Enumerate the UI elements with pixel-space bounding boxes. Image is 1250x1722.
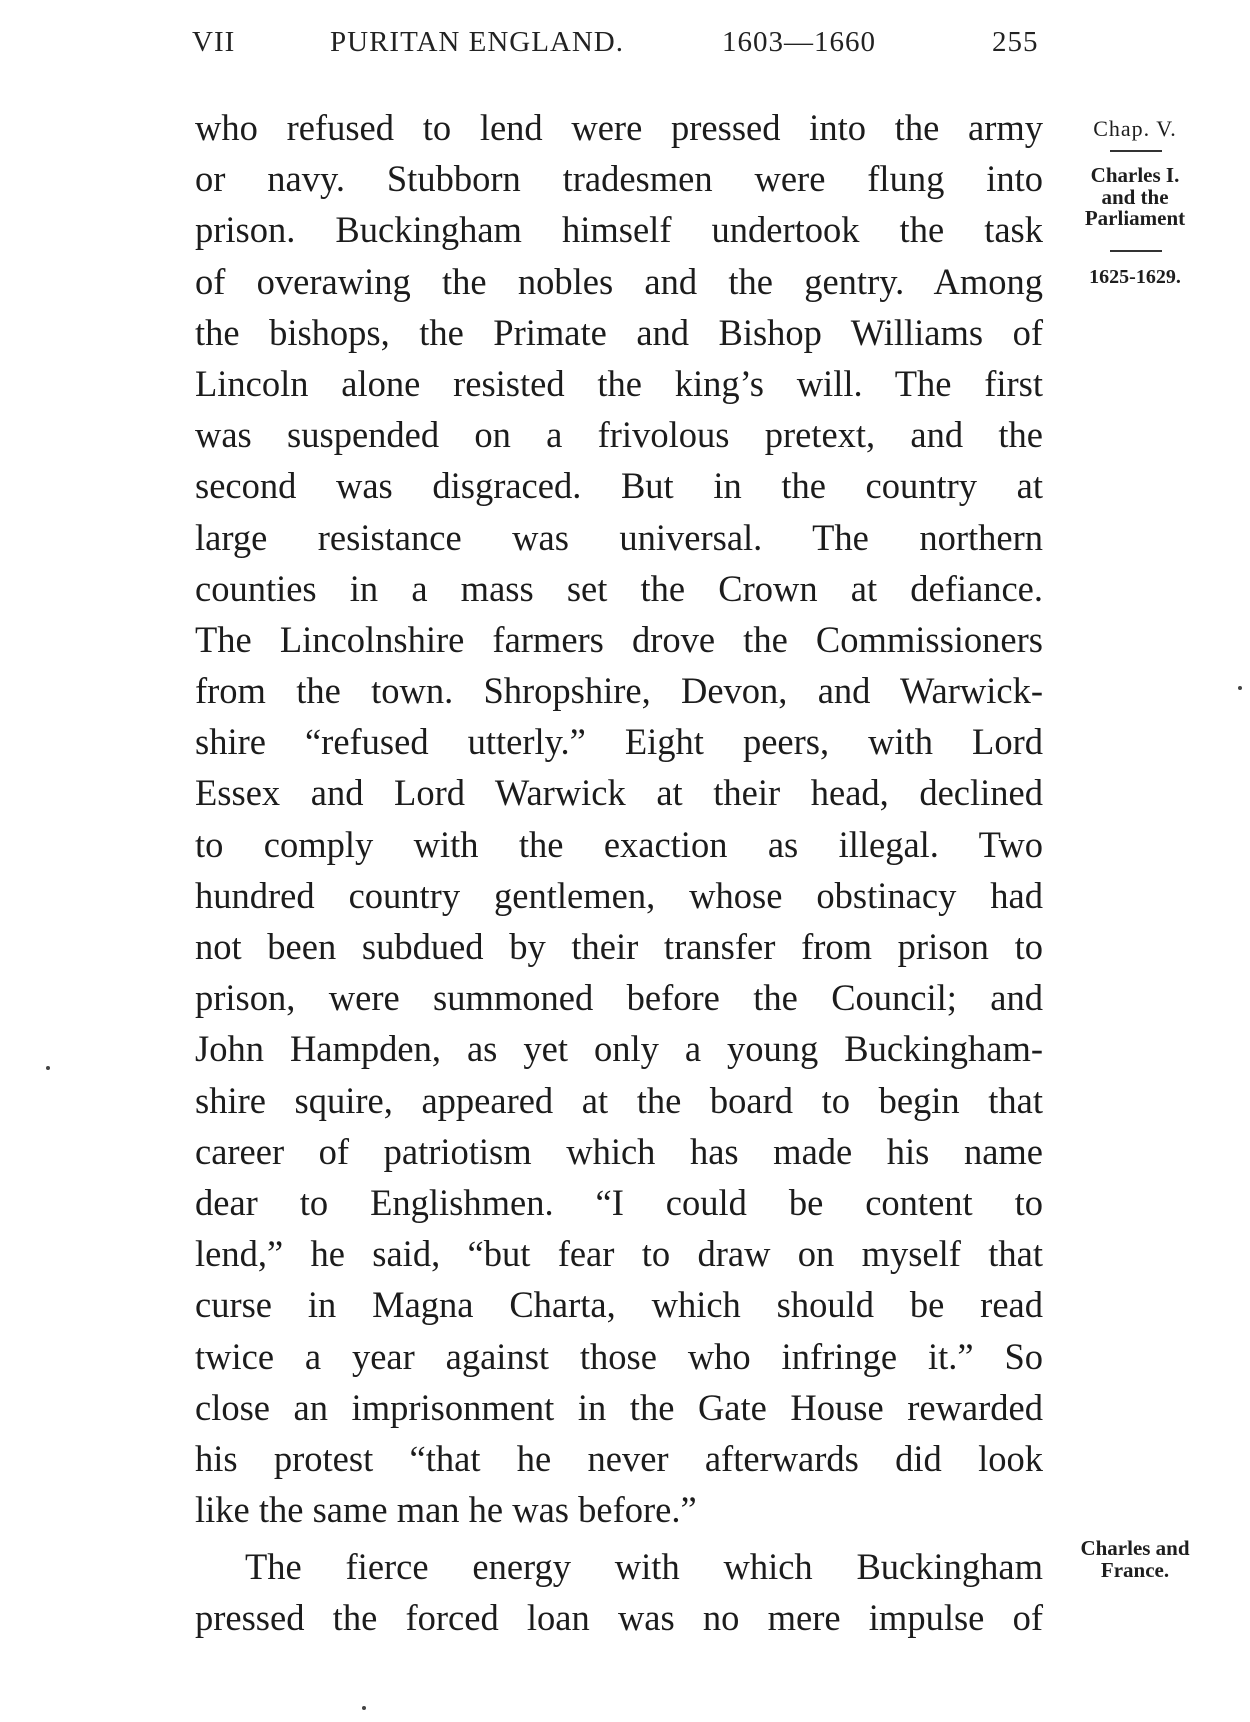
text-line: prison, were summoned before the Council; and: [195, 977, 1043, 1019]
chapter-number: VII: [192, 26, 236, 58]
text-line: like the same man he was before.”: [195, 1489, 697, 1531]
text-line: large resistance was universal. The northern: [195, 516, 1043, 558]
margin-rule: [1110, 250, 1162, 252]
book-title: PURITAN ENGLAND.: [330, 26, 624, 58]
text-line: counties in a mass set the Crown at defiance.: [195, 567, 1043, 609]
text-line: career of patriotism which has made his name: [195, 1130, 1043, 1172]
paper-speck: [362, 1706, 366, 1710]
margin-france-line2: France.: [1100, 1558, 1170, 1582]
text-line: shire squire, appeared at the board to begin that: [195, 1079, 1043, 1121]
text-line: twice a year against those who infringe it.” So: [195, 1335, 1043, 1377]
year-range: 1603—1660: [722, 26, 876, 58]
paper-speck: [1238, 686, 1242, 690]
text-line: who refused to lend were pressed into the army: [195, 107, 1043, 148]
text-line: close an imprisonment in the Gate House rewarded: [195, 1386, 1043, 1428]
text-line: to comply with the exaction as illegal. Two: [195, 823, 1043, 865]
margin-chapter: Chap. V.: [1093, 116, 1177, 141]
text-line: hundred country gentlemen, whose obstinacy had: [195, 874, 1043, 916]
margin-france-line1: Charles and: [1080, 1536, 1190, 1560]
text-line: The fierce energy with which Buckingham: [245, 1546, 1043, 1588]
running-head: [0, 26, 1250, 66]
text-line: shire “refused utterly.” Eight peers, with Lord: [195, 721, 1043, 763]
margin-dates: 1625-1629.: [1089, 266, 1181, 288]
text-line: John Hampden, as yet only a young Buckingham-: [195, 1028, 1043, 1070]
paper-speck: [46, 1066, 50, 1070]
text-line: of overawing the nobles and the gentry. Among: [195, 260, 1043, 302]
text-line: The Lincolnshire farmers drove the Commissioners: [195, 618, 1043, 660]
text-line: the bishops, the Primate and Bishop Williams of: [195, 311, 1043, 353]
margin-subject-line1: Charles I.: [1090, 163, 1180, 187]
margin-subject-line3: Parliament: [1084, 206, 1186, 230]
text-line: dear to Englishmen. “I could be content to: [195, 1181, 1043, 1223]
text-line: second was disgraced. But in the country at: [195, 465, 1043, 507]
body-text: [195, 102, 1043, 1644]
margin-rule: [1110, 150, 1162, 152]
text-line: Essex and Lord Warwick at their head, declined: [195, 772, 1043, 814]
text-line: from the town. Shropshire, Devon, and Warwick-: [195, 670, 1043, 712]
text-line: was suspended on a frivolous pretext, and the: [195, 414, 1043, 456]
margin-subject-line2: and the: [1101, 185, 1169, 209]
text-line: or navy. Stubborn tradesmen were flung into: [195, 158, 1043, 200]
text-line: his protest “that he never afterwards did look: [195, 1437, 1043, 1479]
text-line: not been subdued by their transfer from prison to: [195, 926, 1043, 967]
text-line: pressed the forced loan was no mere impulse of: [195, 1597, 1043, 1639]
page-number: 255: [992, 26, 1039, 58]
text-line: curse in Magna Charta, which should be read: [195, 1284, 1043, 1326]
text-line: Lincoln alone resisted the king’s will. The first: [195, 362, 1043, 404]
text-line: prison. Buckingham himself undertook the task: [195, 209, 1043, 251]
text-line: lend,” he said, “but fear to draw on myself that: [195, 1233, 1043, 1275]
